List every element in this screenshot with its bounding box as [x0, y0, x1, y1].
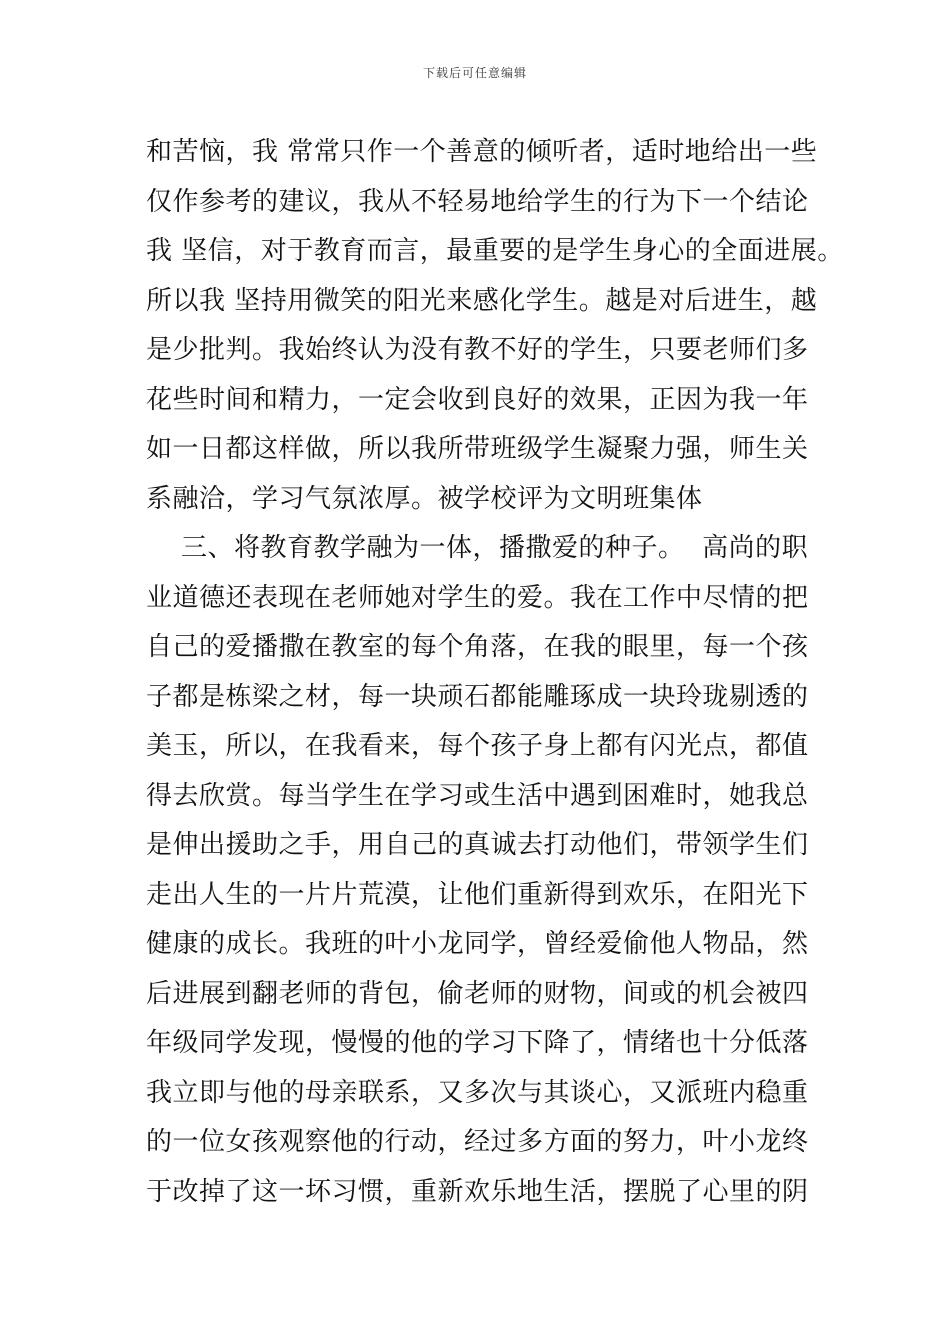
text-line: 如一日都这样做，所以我所带班级学生凝聚力强，师生关 — [146, 434, 809, 464]
text-line: 我 坚信，对于教育而言，最重要的是学生身心的全面进展。 — [146, 236, 844, 266]
text-line: 是少批判。我始终认为没有教不好的学生，只要老师们多 — [146, 335, 809, 365]
text-line: 和苦恼，我 常常只作一个善意的倾听者，适时地给出一些 — [146, 137, 818, 167]
text-line: 子都是栋梁之材，每一块顽石都能雕琢成一块玲珑剔透的 — [146, 681, 809, 712]
text-line: 业道德还表现在老师她对学生的爱。我在工作中尽情的把 — [146, 582, 809, 613]
text-line: 年级同学发现，慢慢的他的学习下降了，情绪也十分低落 — [146, 1028, 809, 1058]
text-line: 我立即与他的母亲联系，又多次与其谈心，又派班内稳重 — [146, 1077, 809, 1108]
text-line: 所以我 坚持用微笑的阳光来感化学生。越是对后进生，越 — [146, 285, 818, 316]
text-line: 于改掉了这一坏习惯，重新欢乐地生活，摆脱了心里的阴 — [146, 1176, 809, 1207]
text-line: 三、将教育教学融为一体，播撒爱的种子。 高尚的职 — [146, 533, 809, 563]
body-text — [146, 128, 846, 1217]
text-line: 走出人生的一片片荒漠，让他们重新得到欢乐，在阳光下 — [146, 879, 809, 910]
text-line: 美玉，所以，在我看来，每个孩子身上都有闪光点，都值 — [146, 731, 809, 761]
text-line: 是伸出援助之手，用自己的真诚去打动他们，带领学生们 — [146, 830, 809, 860]
text-line: 仅作参考的建议，我从不轻易地给学生的行为下一个结论 — [146, 186, 809, 217]
page-header: 下载后可任意编辑 — [422, 66, 527, 80]
text-line: 的一位女孩观察他的行动，经过多方面的努力，叶小龙终 — [146, 1127, 809, 1157]
text-line: 后进展到翻老师的背包，偷老师的财物，间或的机会被四 — [146, 978, 809, 1009]
text-line: 自己的爱播撒在教室的每个角落，在我的眼里，每一个孩 — [146, 632, 809, 662]
text-line: 系融洽，学习气氛浓厚。被学校评为文明班集体 — [146, 483, 703, 514]
text-line: 得去欣赏。每当学生在学习或生活中遇到困难时，她我总 — [146, 780, 809, 811]
text-line: 花些时间和精力，一定会收到良好的效果，正因为我一年 — [146, 384, 809, 415]
text-line: 健康的成长。我班的叶小龙同学，曾经爱偷他人物品，然 — [146, 929, 809, 959]
